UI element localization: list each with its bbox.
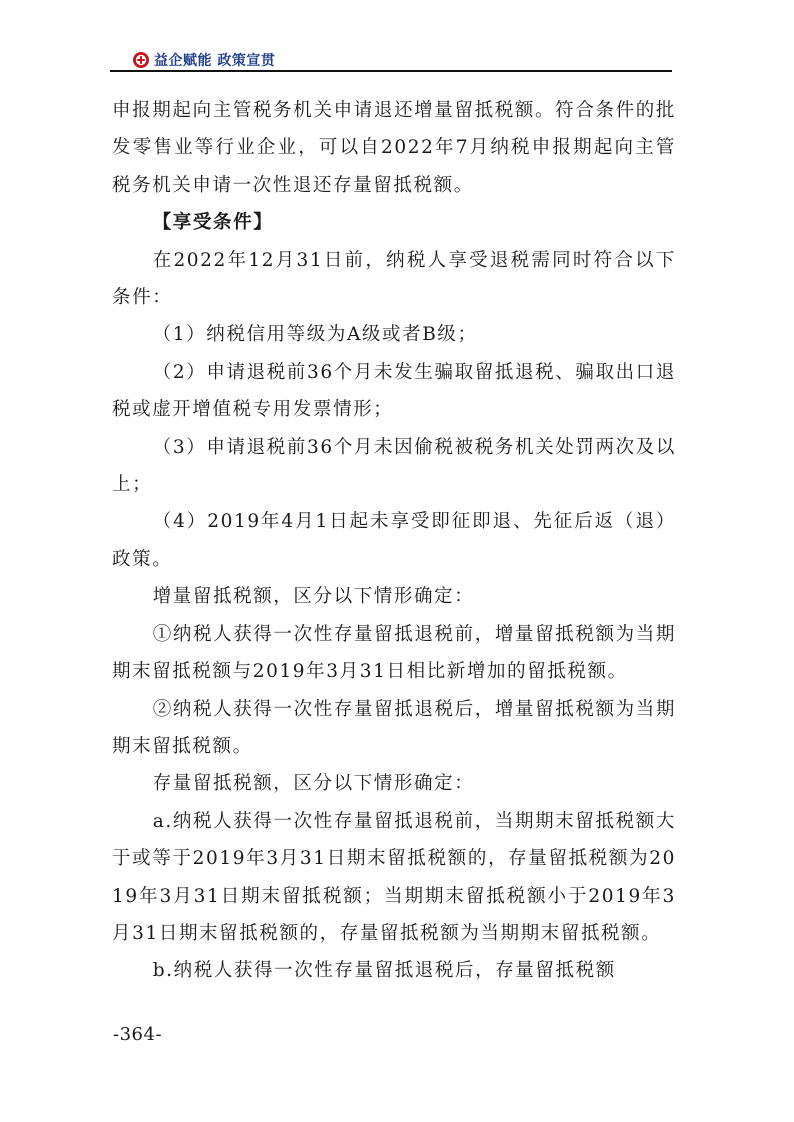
condition-item-2: （2）申请退税前36个月未发生骗取留抵退税、骗取出口退税或虚开增值税专用发票情形； [112,361,676,421]
header-divider [110,70,672,72]
header-logo [132,50,275,70]
stock-item-a: a.纳税人获得一次性存量留抵退税前，当期期末留抵税额大于或等于2019年3月31日期末留抵税额的，存量留抵税额为2019年3月31日期末留抵税额；当期期末留抵税额小于2019年3月31日期末留抵税额的，存量留抵税额为当期期末留抵税额。 [112,810,676,944]
condition-item-1: （1）纳税信用等级为A级或者B级； [152,324,478,346]
condition-item-4: （4）2019年4月1日起未享受即征即退、先征后返（退）政策。 [112,511,676,570]
section-heading: 【享受条件】 [152,212,274,234]
condition-item-3: （3）申请退税前36个月未因偷税被税务机关处罚两次及以上； [112,436,676,496]
page-header [110,48,672,74]
paragraph-stock-intro: 存量留抵税额，区分以下情形确定： [152,773,475,795]
paragraph-conditions-intro: 在2022年12月31日前，纳税人享受退税需同时符合以下条件： [112,249,676,309]
page-number: -364- [113,1024,163,1045]
paragraph-continued: 申报期起向主管税务机关申请退还增量留抵税额。符合条件的批发零售业等行业企业，可以自2022年7月纳税申报期起向主管税务机关申请一次性退还存量留抵税额。 [112,100,676,196]
incremental-item-1: ①纳税人获得一次性存量留抵退税前，增量留抵税额为当期期末留抵税额与2019年3月31日相比新增加的留抵税额。 [112,623,676,683]
paragraph-incremental-intro: 增量留抵税额，区分以下情形确定： [152,586,475,608]
document-body [112,92,676,990]
incremental-item-2: ②纳税人获得一次性存量留抵退税后，增量留抵税额为当期期末留抵税额。 [112,698,676,757]
coin-logo-icon [132,51,150,69]
header-logo-text: 益企赋能 政策宣贯 [154,53,276,69]
stock-item-b: b.纳税人获得一次性存量留抵退税后，存量留抵税额 [152,960,616,982]
